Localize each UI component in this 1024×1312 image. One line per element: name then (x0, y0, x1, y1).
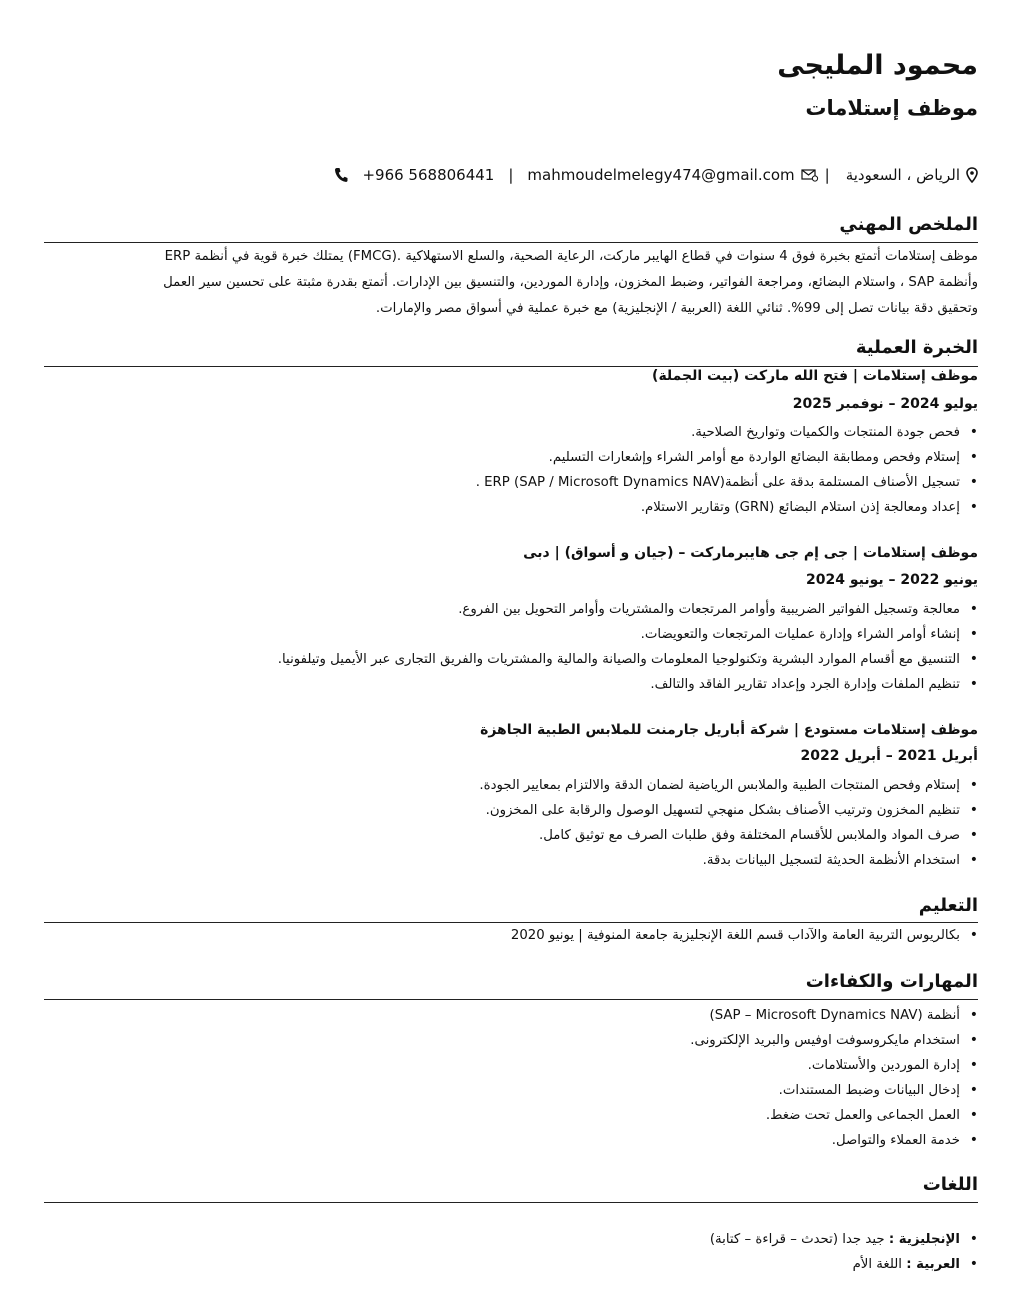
contact-separator: | (508, 166, 514, 184)
contact-line (334, 166, 978, 184)
list-item: • العمل الجماعى والعمل تحت ضغط. (690, 1103, 978, 1128)
section-title-education: التعليم (918, 895, 978, 916)
languages-list (710, 1227, 978, 1277)
list-item: • تسجيل الأصناف المستلمة بدقة على أنظمة(ERP (SAP / Microsoft Dynamics NAV . (476, 470, 978, 495)
language-level: جيد جدا (تحدث – قراءة – كتابة) (709, 1232, 885, 1247)
list-item: • إستلام وفحص ومطابقة البضائع الواردة مع أوامر الشراء وإشعارات التسليم. (476, 445, 978, 470)
candidate-name: محمود المليجى (777, 50, 978, 81)
list-item: • إنشاء أوامر الشراء وإدارة عمليات المرتجعات والتعويضات. (278, 622, 978, 647)
section-title-summary: الملخص المهني (839, 214, 978, 235)
list-item: • إعداد ومعالجة إذن استلام البضائع (GRN) وتقارير الاستلام. (476, 495, 978, 520)
list-item: • معالجة وتسجيل الفواتير الضريبية وأوامر المرتجعات والمشتريات وأوامر التحويل بين الفروع. (278, 597, 978, 622)
list-item: • استخدام الأنظمة الحديثة لتسجيل البيانات بدقة. (479, 848, 978, 873)
summary-line: وأنظمة SAP ، واستلام البضائع، ومراجعة الفواتير، وضبط المخزون، وإدارة الموردين، والتنسيق بين الإدارات. أتمتع بقدرة مثبتة على تحسين سير العمل (163, 275, 978, 290)
phone-number[interactable]: +966 568806441 (362, 166, 495, 184)
job-heading: موظف إستلامات مستودع | شركة أباريل جارمنت للملابس الطبية الجاهزة (480, 722, 978, 738)
job-dates: أبريل 2021 – أبريل 2022 (800, 748, 978, 764)
list-item: • بكالريوس التربية العامة والآداب قسم اللغة الإنجليزية جامعة المنوفية | يونيو 2020 (511, 923, 978, 948)
summary-line: موظف إستلامات أتمتع بخبرة فوق 4 سنوات في قطاع الهايبر ماركت، الرعاية الصحية، والسلع الاستهلاكية .(FMCG) يمتلك خبرة قوية في أنظمة ERP (164, 249, 978, 264)
education-list (511, 923, 978, 948)
list-item (710, 1227, 978, 1252)
list-item: • تنظيم الملفات وإدارة الجرد وإعداد تقارير الفاقد والتالف. (278, 672, 978, 697)
section-title-experience: الخبرة العملية (855, 337, 978, 358)
list-item: • إستلام وفحص المنتجات الطبية والملابس الرياضية لضمان الدقة والالتزام بمعايير الجودة. (479, 773, 978, 798)
list-item: • تنظيم المخزون وترتيب الأصناف بشكل منهجي لتسهيل الوصول والرقابة على المخزون. (479, 798, 978, 823)
language-name: الإنجليزية : (888, 1232, 960, 1247)
skills-list (690, 1003, 978, 1153)
professional-summary (44, 244, 978, 322)
candidate-job-title: موظف إستلامات (805, 96, 978, 120)
section-title-skills: المهارات والكفاءات (805, 971, 978, 992)
section-divider (44, 242, 978, 243)
section-divider (44, 366, 978, 367)
list-item: • إدارة الموردين والأستلامات. (690, 1053, 978, 1078)
job-dates: يوليو 2024 – نوفمبر 2025 (792, 396, 978, 412)
job-duties-list (476, 420, 978, 520)
phone-icon (334, 167, 348, 183)
job-duties-list (278, 597, 978, 697)
job-heading: موظف إستلامات | جى إم جى هايبرماركت – (جيان و أسواق) | دبى (523, 545, 978, 561)
location-text: الرياض ، السعودية (845, 166, 960, 184)
job-dates: يونيو 2022 – يونيو 2024 (805, 572, 978, 588)
location-pin-icon (966, 167, 978, 183)
email-link[interactable]: mahmoudelmelegy474@gmail.com (527, 166, 795, 184)
language-level: اللغة الأم (852, 1257, 902, 1272)
list-item: • التنسيق مع أقسام الموارد البشرية وتكنولوجيا المعلومات والصيانة والمالية والمشتريات والفريق التجارى عبر الأيميل وتيلفونيا. (278, 647, 978, 672)
list-item: • خدمة العملاء والتواصل. (690, 1128, 978, 1153)
email-icon (801, 168, 819, 182)
language-name: العربية : (906, 1257, 960, 1272)
contact-separator: | (824, 166, 830, 184)
summary-line: وتحقيق دقة بيانات تصل إلى 99%. ثنائي اللغة (العربية / الإنجليزية) مع خبرة عملية في أسواق مصر والإمارات. (375, 301, 978, 316)
list-item: • صرف المواد والملابس للأقسام المختلفة وفق طلبات الصرف مع توثيق كامل. (479, 823, 978, 848)
section-divider (44, 999, 978, 1000)
list-item: • أنظمة (SAP – Microsoft Dynamics NAV) (690, 1003, 978, 1028)
section-divider (44, 1202, 978, 1203)
list-item: • إدخال البيانات وضبط المستندات. (690, 1078, 978, 1103)
job-heading: موظف إستلامات | فتح الله ماركت (بيت الجملة) (652, 368, 978, 384)
section-title-languages: اللغات (922, 1174, 978, 1195)
list-item: • استخدام مايكروسوفت اوفيس والبريد الإلكترونى. (690, 1028, 978, 1053)
job-duties-list (479, 773, 978, 873)
list-item: • فحص جودة المنتجات والكميات وتواريخ الصلاحية. (476, 420, 978, 445)
list-item (710, 1252, 978, 1277)
